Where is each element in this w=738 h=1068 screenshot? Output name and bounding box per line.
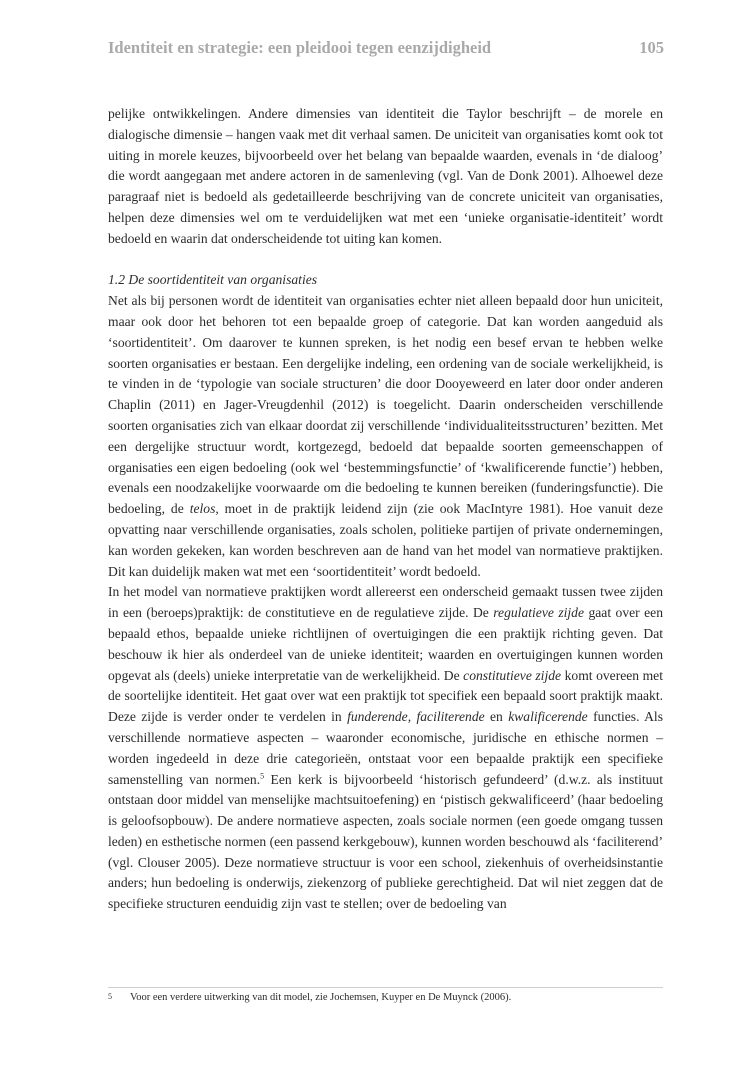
- paragraph-3-conjunction: en: [484, 709, 509, 725]
- running-header: [108, 38, 664, 62]
- footnote-number: 5: [108, 992, 112, 1001]
- kwalificerende-term: kwalificerende: [508, 709, 588, 725]
- section-heading: [108, 270, 663, 291]
- paragraph-1-text: pelijke ontwikkelingen. Andere dimensies van identiteit die Taylor beschrijft – de morele en dialogische dimensie – hangen vaak met dit verhaal samen. De uniciteit van organisaties komt ook tot uiting in morele keuzes, bijvoorbeeld over het belang van bepaalde waarden, evenals in ‘de dialoog’ die wordt aangegaan met andere actoren in de samenleving (vgl. Van de Donk 2001). Alhoewel deze paragraaf niet is bedoeld als gedetailleerde beschrijving van de concrete uniciteit van organisaties, helpen deze dimensies wel om te verduidelijken wat met een ‘unieke organisatie-identiteit’ wordt bedoeld en waarin dat onderscheidende tot uiting kan komen.: [108, 106, 663, 246]
- paragraph-3-text-a: In het model van normatieve praktijken wordt allereerst een onderscheid gemaakt tussen twee zijden in een (beroeps)praktijk: de constitutieve en de regulatieve zijde. De: [108, 584, 663, 621]
- section-heading-text: 1.2 De soortidentiteit van organisaties: [108, 272, 318, 288]
- footnote-reference[interactable]: 5: [260, 770, 265, 780]
- paragraph-3-text-d: functies. Als verschillende normatieve aspecten – waaronder economische, juridische en ethische normen – worden ingedeeld in deze drie categorieën, ontstaat voor een bepaalde praktijk een specifieke samenstelling van normen.: [108, 709, 663, 787]
- paragraph-2: [108, 291, 663, 582]
- footnote-text: Voor een verdere uitwerking van dit model, zie Jochemsen, Kuyper en De Muynck (2006).: [130, 992, 512, 1003]
- paragraph-2-text-b: moet in de praktijk leidend zijn (zie ook MacIntyre 1981). Hoe vanuit deze opvatting naar verschillende organisaties, zoals scholen, politieke partijen of private ondernemingen, kan worden gekeken, kan worden beschreven aan de hand van het model van normatieve praktijken. Dit kan duidelijk maken wat met een ‘soortidentiteit’ wordt bedoeld.: [108, 501, 663, 579]
- running-title: Identiteit en strategie: een pleidooi tegen eenzijdigheid: [108, 38, 492, 57]
- telos-term: telos,: [189, 501, 219, 517]
- paragraph-3-text-c: komt overeen met de soortelijke identiteit. Het gaat over wat een praktijk tot specifiek een bepaald soort praktijk maakt. Deze zijde is verder onder te verdelen in: [108, 667, 663, 725]
- page-number: 105: [639, 38, 664, 57]
- paragraph-1: [108, 104, 663, 250]
- regulatieve-term: regulatieve zijde: [493, 605, 585, 621]
- paragraph-2-text-a: Net als bij personen wordt de identiteit van organisaties echter niet alleen bepaald door hun uniciteit, maar ook door het behoren tot een bepaalde groep of categorie. Dat kan worden aangeduid als ‘soortidentiteit’. Om daarover te kunnen spreken, is het nodig een besef ervan te hebben welke soorten organisaties er bestaan. Een dergelijke indeling, een ordening van de sociale werkelijkheid, is te vinden in de ‘typologie van sociale structuren’ die door Dooyeweerd en later door onder anderen Chaplin (2011) en Jager-Vreugdenhil (2012) is toegelicht. Daarin onderscheiden verschillende soorten organisaties zich van elkaar doordat zij verschillende ‘individualiteitsstructuren’ bezitten. Met een dergelijke structuur wordt, kortgezegd, bedoeld dat bepaalde soorten gemeenschappen of organisaties een eigen bedoeling (ook wel ‘bestemmingsfunctie’ of ‘kwalificerende functie’) hebben, evenals een noodzakelijke voorwaarde om die bedoeling te kunnen bereiken (funderingsfunctie). Die bedoeling, de: [108, 293, 663, 517]
- paragraph-3-text-e: Een kerk is bijvoorbeeld ‘historisch gefundeerd’ (d.w.z. als instituut ontstaan door middel van menselijke machtsuitoefening) en ‘pistisch gekwalificeerd’ (haar bedoeling is geloofsopbouw). De andere normatieve aspecten, zoals sociale normen (een goede omgang tussen leden) en esthetische normen (een passend kerkgebouw), kunnen worden beschouwd als ‘faciliterend’ (vgl. Clouser 2005). Deze normatieve structuur is voor een school, ziekenhuis of overheidsinstantie anders; hun bedoeling is onderwijs, ziekenzorg of publieke gerechtigheid. Dat wil niet zeggen dat de specifieke structuren eenduidig zijn vast te stellen; over de bedoeling van: [108, 771, 663, 912]
- body-text: [108, 104, 663, 915]
- paragraph-3: [108, 582, 663, 915]
- constitutieve-term: constitutieve zijde: [463, 667, 562, 683]
- paragraph-3-text-b: gaat over een bepaald ethos, bepaalde unieke richtlijnen of overtuigingen die een praktijk richting geven. Dat beschouw ik hier als onderdeel van de unieke identiteit; waarden en overtuigingen kunnen worden opgevat als (deels) unieke interpretatie van de werkelijkheid. De: [108, 605, 664, 683]
- footnote-divider: [108, 987, 663, 988]
- paragraph-gap: [108, 250, 663, 271]
- funderende-term: funderende, faciliterende: [347, 709, 485, 725]
